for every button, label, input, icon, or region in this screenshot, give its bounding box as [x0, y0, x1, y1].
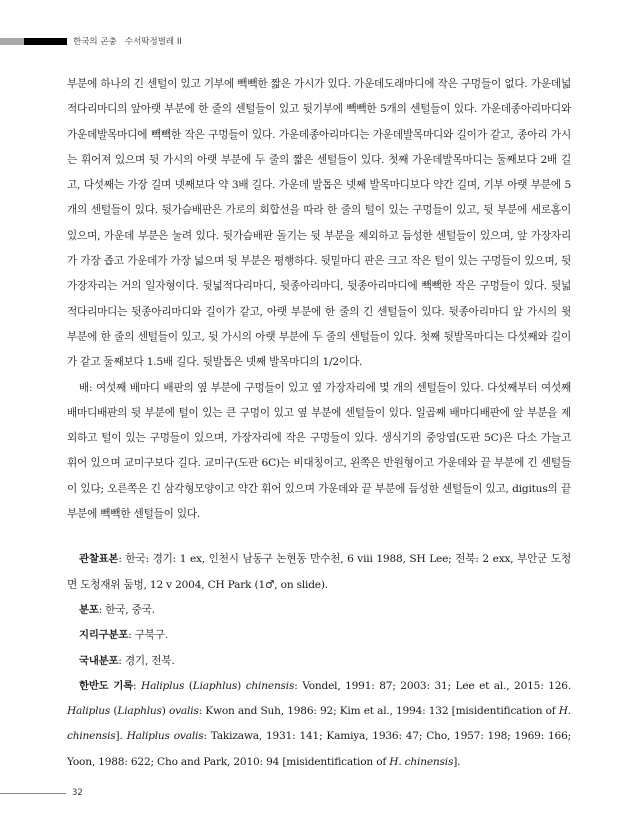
section-gap	[67, 527, 571, 547]
species-name: H. chinensis	[67, 705, 571, 743]
running-head-title: 한국의 곤충 수서딱정벌레 II	[73, 37, 182, 47]
taxon-name: Haliplus	[67, 705, 111, 718]
domestic-distribution-label: 국내분포	[79, 654, 119, 667]
record-text: : Kwon and Suh, 1986: 92; Kim et al., 1994: 132 [misidentification of	[198, 705, 559, 718]
specimens-label: 관찰표본	[79, 553, 119, 566]
record-text: ].	[115, 730, 127, 743]
taxon-name: Haliplus	[141, 679, 185, 692]
species-name: chinensis	[245, 679, 295, 692]
specimens-record	[67, 547, 571, 598]
record-text: )	[237, 679, 246, 692]
record-text: )	[161, 705, 169, 718]
body-paragraph-legs: 부분에 하나의 긴 센털이 있고 기부에 빽빽한 짧은 가시가 있다. 가운데도래마디에 작은 구멍들이 없다. 가운데넓적다리마디의 앞아랫 부분에 한 줄의 센털들이 있고 뒷기부에 빽빽한 5개의 센털들이 있다. 가운데종아리마디와 가운데발목마디에 빽빽한 작은 구멍들이 있다. 가운데종아리마디는 가운데발목마디와 길이가 같고, 종아리 가시는 휘어져 있으며 뒷 가시의 아랫 부분에 두 줄의 짧은 센털들이 있다. 첫째 가운데발목마디는 둘째보다 2배 길고, 다섯째는 가장 길며 넷째보다 약 3배 길다. 가운데 발톱은 넷째 발목마디보다 약간 길며, 기부 아랫 부분에 5개의 센털들이 있다. 뒷가슴배판은 가로의 회합선을 따라 한 줄의 털이 있는 구멍들이 있고, 뒷 부분에 세로홈이 있으며, 가운데 부분은 눌려 있다. 뒷가슴배판 돌기는 뒷 부분을 제외하고 듬성한 센털들이 있으며, 앞 가장자리가 가장 좁고 가운데가 가장 넓으며 뒷 부분은 평행하다. 뒷밑마디 판은 크고 작은 털이 있는 구멍들이 있으며, 뒷 가장자리는 거의 일자형이다. 뒷넓적다리마디, 뒷종아리마디, 뒷종아리마디에 빽빽한 작은 구멍들이 있다. 뒷넓적다리마디는 뒷종아리마디와 길이가 같고, 아랫 부분에 한 줄의 긴 센털들이 있다. 뒷종아리마디 앞 가시의 윗 부분에 한 줄의 센털들이 있고, 뒷 가시의 아랫 부분에 두 줄의 센털들이 있다. 첫째 뒷발목마디는 다섯째와 길이가 같고 둘째보다 1.5배 길다. 뒷발톱은 넷째 발목마디의 1/2이다.	[67, 78, 571, 369]
subgenus-name: Liaphlus	[192, 679, 238, 692]
distribution-label: 분포	[79, 603, 99, 616]
distribution-text: : 한국, 중국.	[98, 603, 155, 616]
domestic-distribution-text: : 경기, 전북.	[118, 654, 175, 667]
page-footer	[0, 788, 83, 798]
record-text: (	[184, 679, 193, 692]
record-text: : Vondel, 1991: 87; 2003: 31; Lee et al., 2015: 126.	[294, 679, 571, 692]
zoogeography-label: 지리구분포	[79, 629, 129, 642]
korean-records-label: 한반도 기록	[79, 679, 134, 692]
taxon-name: Haliplus ovalis	[126, 730, 204, 743]
species-name: H. chinensis	[389, 755, 454, 768]
zoogeography-record	[67, 623, 571, 648]
record-text: ].	[453, 755, 461, 768]
footer-rule	[0, 793, 66, 794]
zoogeography-text: : 구북구.	[128, 629, 168, 642]
species-name: ovalis	[168, 705, 199, 718]
domestic-distribution-record	[67, 649, 571, 674]
colon: :	[133, 679, 142, 692]
running-header	[0, 35, 182, 47]
page-number: 32	[72, 788, 83, 798]
record-text: : Takizawa, 1931: 141; Kamiya, 1936: 47; Cho, 1957: 198; 1969: 166; Yoon, 1988: 622; Cho and Park, 2010: 94 [misidentification of	[67, 730, 571, 768]
header-gray-bar	[0, 38, 24, 45]
header-black-bar	[24, 38, 67, 45]
record-text: (	[110, 705, 118, 718]
distribution-record	[67, 598, 571, 623]
specimens-text: : 한국: 경기: 1 ex, 인천시 남동구 논현동 만수천, 6 viii 1988, SH Lee; 전북: 2 exx, 부안군 도청면 도청재위 둠벙, 12 v 2004, CH Park (1♂, on slide).	[67, 553, 571, 591]
subgenus-name: Liaphlus	[117, 705, 162, 718]
body-paragraph-abdomen: 배: 여섯째 배마디 배판의 옆 부분에 구멍들이 있고 옆 가장자리에 몇 개의 센털들이 있다. 다섯째부터 여섯째 배마디배판의 뒷 부분에 털이 있는 큰 구멍이 있고 옆 부분에 센털들이 있다. 일곱째 배마디배판에 앞 부분을 제외하고 털이 있는 구멍들이 있으며, 가장자리에 작은 구멍들이 있다. 생식기의 중앙엽(도판 5C)은 다소 가늘고 휘어 있으며 교미구보다 길다. 교미구(도판 6C)는 비대칭이고, 왼쪽은 반원형이고 가운데와 끝 부분에 긴 센털들이 있다; 오른쪽은 긴 삼각형모양이고 약간 휘어 있으며 가운데와 끝 부분에 듬성한 센털들이 있고, digitus의 끝 부분에 빽빽한 센털들이 있다.	[67, 381, 571, 521]
korean-records	[67, 674, 571, 775]
page-content	[67, 72, 571, 775]
